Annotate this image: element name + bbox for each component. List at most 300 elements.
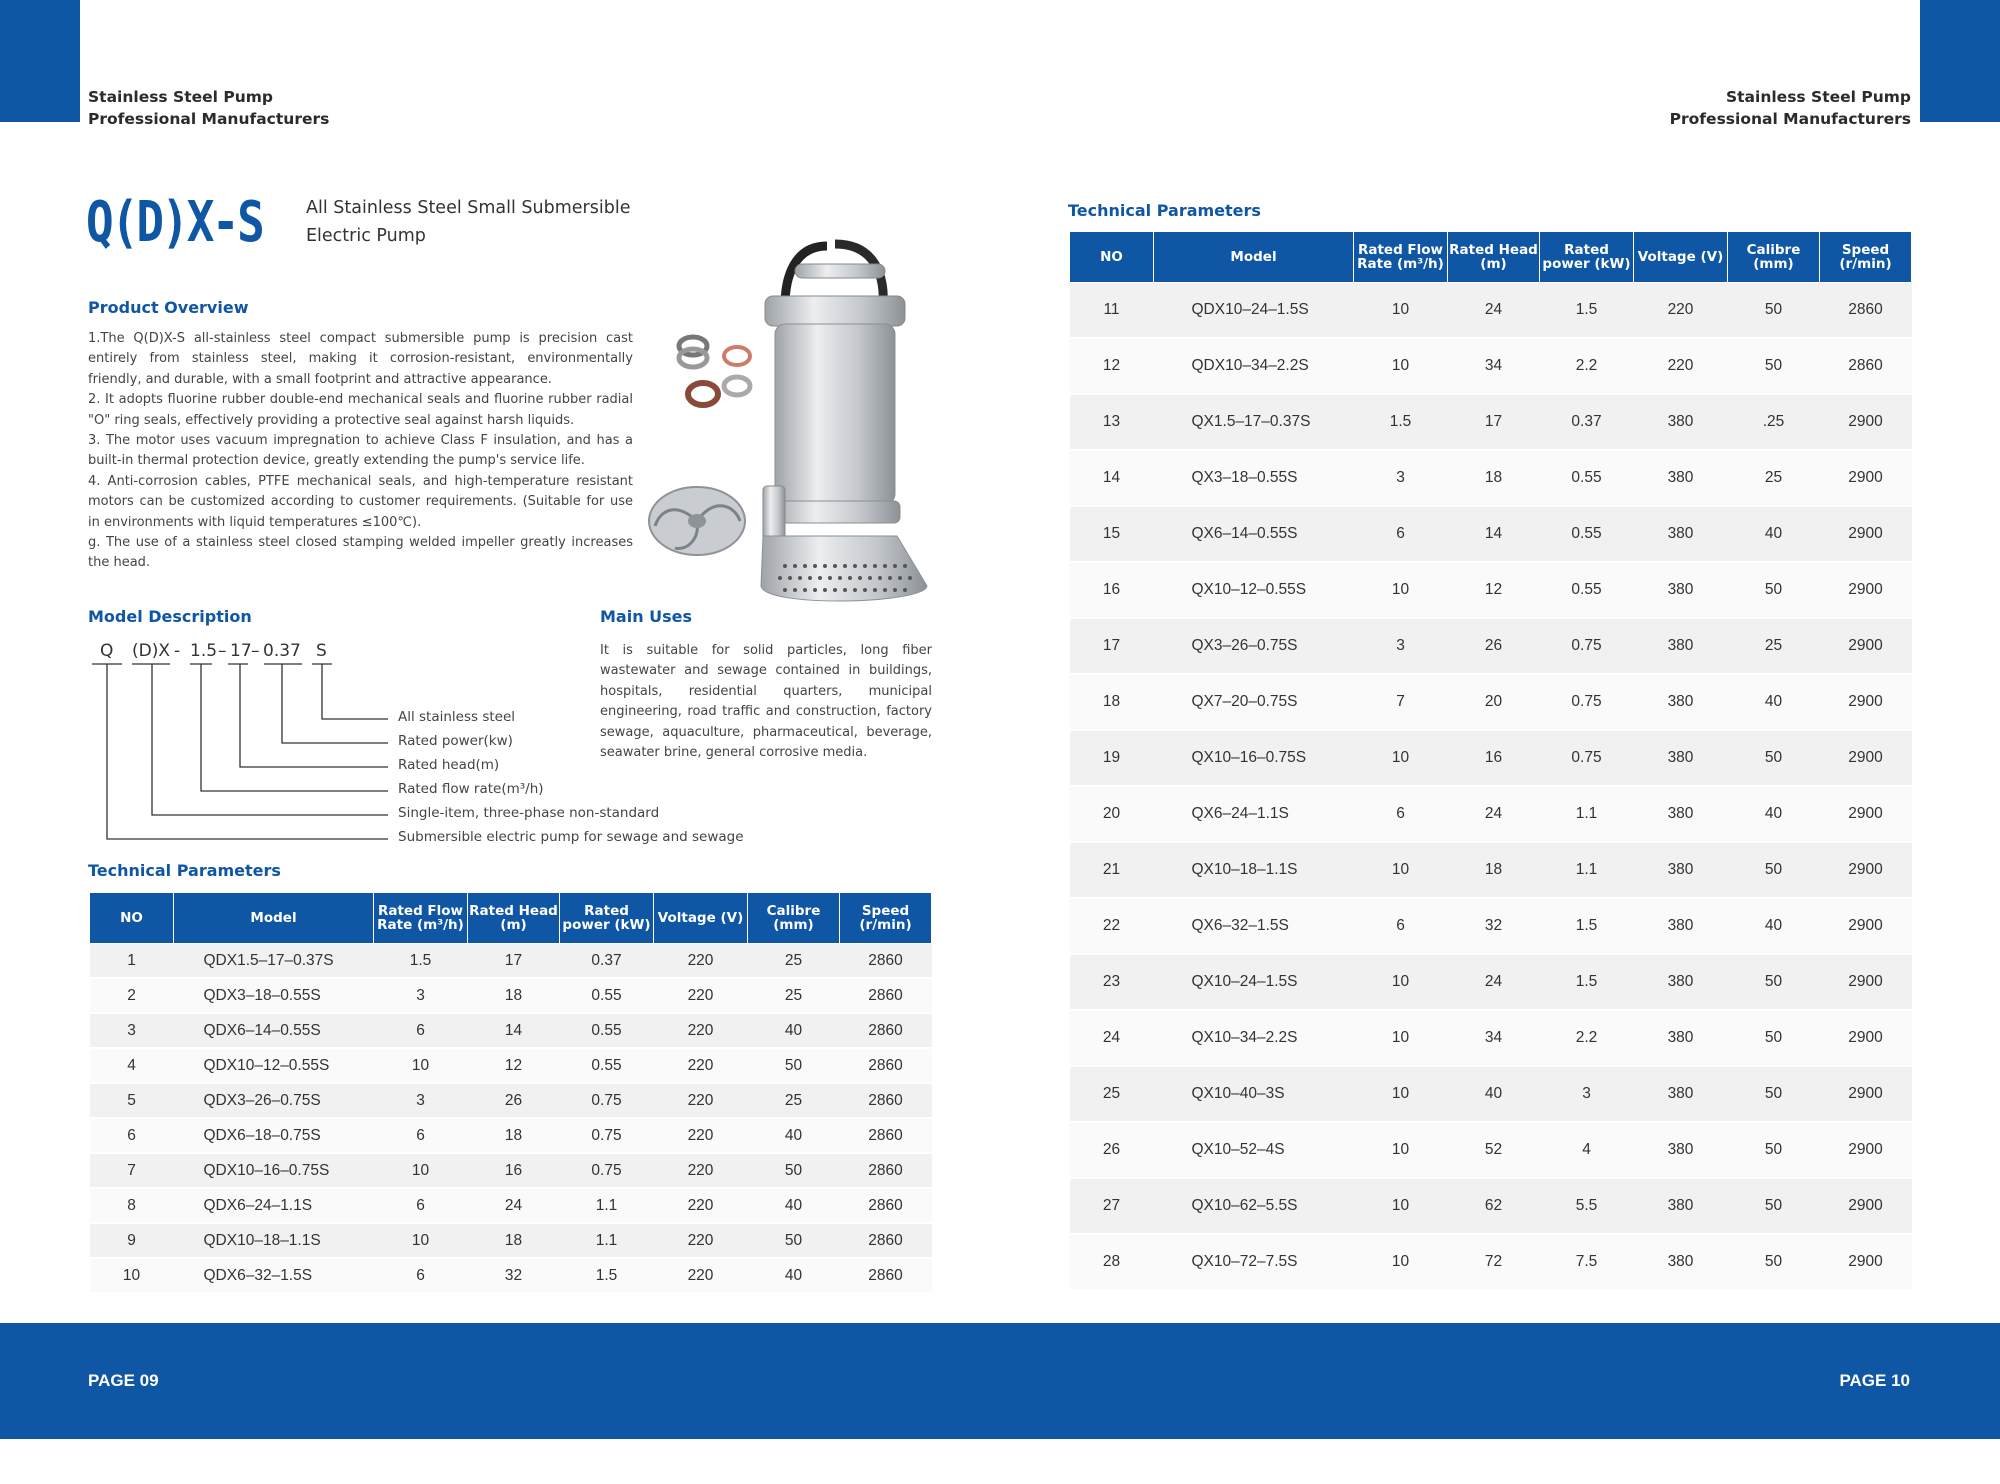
model-label: Rated head(m)	[398, 757, 500, 773]
table-cell: 20	[1448, 674, 1540, 730]
table-row	[90, 1153, 932, 1188]
table-cell: 34	[1448, 1010, 1540, 1066]
table-cell: 5	[90, 1083, 174, 1118]
footer-bar	[0, 1323, 2000, 1439]
table-row	[1070, 1234, 1912, 1290]
table-cell: QDX6–32–1.5S	[174, 1258, 374, 1293]
table-cell: QDX6–14–0.55S	[174, 1013, 374, 1048]
tech-params-heading-left: Technical Parameters	[88, 861, 281, 880]
table-cell: 0.55	[1540, 506, 1634, 562]
table-row	[90, 1223, 932, 1258]
table-cell: 220	[654, 1013, 748, 1048]
table-cell: 11	[1070, 283, 1154, 339]
table-row	[90, 1258, 932, 1293]
model-label: Rated power(kw)	[398, 733, 513, 749]
table-cell: 25	[748, 944, 840, 979]
corner-tab-right	[1920, 0, 2000, 122]
table-cell: 15	[1070, 506, 1154, 562]
page-number-right: PAGE 10	[1839, 1371, 1910, 1390]
code-part: –	[218, 641, 227, 661]
table-cell: 1.1	[1540, 786, 1634, 842]
main-uses-heading: Main Uses	[600, 607, 693, 626]
table-cell: 3	[1354, 450, 1448, 506]
table-cell: QX10–62–5.5S	[1154, 1178, 1354, 1234]
table-cell: 2.2	[1540, 338, 1634, 394]
table-cell: 2900	[1820, 842, 1912, 898]
table-cell: QX10–52–4S	[1154, 1122, 1354, 1178]
table-cell: 50	[1728, 562, 1820, 618]
table-cell: 0.55	[560, 978, 654, 1013]
table-cell: 14	[1448, 506, 1540, 562]
table-cell: 3	[90, 1013, 174, 1048]
table-row	[90, 1118, 932, 1153]
table-cell: 10	[1354, 730, 1448, 786]
table-cell: 10	[1354, 1234, 1448, 1290]
table-cell: 0.75	[560, 1153, 654, 1188]
table-row	[1070, 562, 1912, 618]
table-cell: 220	[1634, 338, 1728, 394]
subtitle-line-1: All Stainless Steel Small Submersible	[306, 198, 631, 218]
table-row	[1070, 842, 1912, 898]
code-part: -	[174, 641, 181, 661]
table-cell: 32	[468, 1258, 560, 1293]
table-cell: 7	[90, 1153, 174, 1188]
table-cell: 24	[468, 1188, 560, 1223]
table-row	[1070, 506, 1912, 562]
overview-paragraph: 4. Anti-corrosion cables, PTFE mechanical seals, and high-temperature resistant motors can be customized according to customer requirements. (Suitable for use in environments with liquid temperatures ≤100℃).	[88, 473, 633, 530]
table-cell: 50	[1728, 283, 1820, 339]
table-cell: 0.75	[560, 1083, 654, 1118]
table-cell: 1.5	[1540, 898, 1634, 954]
table-cell: 1	[90, 944, 174, 979]
product-code-title: Q(D)X-S	[86, 190, 263, 255]
table-cell: QDX10–34–2.2S	[1154, 338, 1354, 394]
table-cell: 380	[1634, 786, 1728, 842]
table-cell: 10	[1354, 283, 1448, 339]
table-cell: 50	[1728, 1122, 1820, 1178]
table-cell: 10	[1354, 842, 1448, 898]
table-cell: 1.1	[1540, 842, 1634, 898]
table-cell: 220	[654, 1258, 748, 1293]
page-number-left: PAGE 09	[88, 1371, 159, 1390]
table-cell: 72	[1448, 1234, 1540, 1290]
table-cell: 18	[468, 978, 560, 1013]
table-cell: 220	[654, 1223, 748, 1258]
model-label: Rated flow rate(m³/h)	[398, 781, 544, 797]
code-part: Q	[100, 641, 114, 661]
table-cell: 18	[468, 1223, 560, 1258]
table-cell: 380	[1634, 842, 1728, 898]
table-cell: 18	[1070, 674, 1154, 730]
table-cell: QX10–34–2.2S	[1154, 1010, 1354, 1066]
table-cell: 6	[1354, 506, 1448, 562]
table-cell: 6	[374, 1013, 468, 1048]
main-uses-text: It is suitable for solid particles, long fiber wastewater and sewage contained in buildings, hospitals, residential quarters, municipal engineering, road traffic and construction, factory sewage, aquaculture, pharmaceutical, beverage, seawater brine, general corrosive media.	[600, 643, 932, 761]
table-cell: 17	[468, 944, 560, 979]
table-cell: 10	[374, 1048, 468, 1083]
table-cell: QDX10–16–0.75S	[174, 1153, 374, 1188]
table-cell: 2900	[1820, 786, 1912, 842]
table-cell: 50	[1728, 1178, 1820, 1234]
table-cell: 2860	[840, 1223, 932, 1258]
table-cell: 380	[1634, 394, 1728, 450]
table-cell: 2900	[1820, 1234, 1912, 1290]
pump-body	[761, 244, 927, 601]
table-cell: 2860	[840, 944, 932, 979]
model-label: Single-item, three-phase non-standard	[398, 805, 660, 821]
table-cell: 220	[654, 1188, 748, 1223]
table-cell: 14	[1070, 450, 1154, 506]
table-cell: 34	[1448, 338, 1540, 394]
table-cell: 2860	[840, 1258, 932, 1293]
table-cell: 5.5	[1540, 1178, 1634, 1234]
table-cell: 0.55	[1540, 450, 1634, 506]
table-cell: 20	[1070, 786, 1154, 842]
table-cell: QDX10–12–0.55S	[174, 1048, 374, 1083]
table-cell: 17	[1070, 618, 1154, 674]
table-row	[1070, 338, 1912, 394]
table-cell: QDX6–18–0.75S	[174, 1118, 374, 1153]
table-cell: 380	[1634, 674, 1728, 730]
table-cell: 220	[654, 1153, 748, 1188]
table-cell: 0.55	[560, 1048, 654, 1083]
code-part: 0.37	[263, 641, 301, 661]
col-header-flow: Rated Flow Rate (m³/h)	[1354, 232, 1448, 283]
col-header-power: Rated power (kW)	[560, 893, 654, 944]
table-cell: 2	[90, 978, 174, 1013]
table-cell: 3	[1540, 1066, 1634, 1122]
brand-line-1: Stainless Steel Pump	[1725, 88, 1911, 106]
table-cell: QX10–40–3S	[1154, 1066, 1354, 1122]
table-cell: QDX3–18–0.55S	[174, 978, 374, 1013]
code-part: 1.5	[190, 641, 218, 661]
table-row	[90, 944, 932, 979]
table-cell: 220	[1634, 283, 1728, 339]
table-cell: 380	[1634, 1122, 1728, 1178]
table-cell: 17	[1448, 394, 1540, 450]
brand-line-2: Professional Manufacturers	[88, 110, 330, 128]
brand-header-right	[1670, 86, 1911, 130]
table-cell: 2900	[1820, 1178, 1912, 1234]
model-label: Submersible electric pump for sewage and sewage	[398, 829, 744, 845]
table-cell: 10	[1354, 338, 1448, 394]
code-part: 17	[230, 641, 252, 661]
table-cell: 16	[1448, 730, 1540, 786]
table-cell: 3	[1354, 618, 1448, 674]
table-row	[1070, 1178, 1912, 1234]
table-cell: 2900	[1820, 450, 1912, 506]
table-cell: 19	[1070, 730, 1154, 786]
table-cell: 220	[654, 978, 748, 1013]
table-row	[1070, 618, 1912, 674]
col-header-flow: Rated Flow Rate (m³/h)	[374, 893, 468, 944]
table-cell: 10	[1354, 1010, 1448, 1066]
table-cell: 22	[1070, 898, 1154, 954]
table-cell: 0.75	[1540, 618, 1634, 674]
col-header-head: Rated Head (m)	[468, 893, 560, 944]
table-cell: QX6–32–1.5S	[1154, 898, 1354, 954]
table-cell: 40	[1728, 898, 1820, 954]
table-cell: 12	[468, 1048, 560, 1083]
table-cell: 26	[1448, 618, 1540, 674]
table-cell: 6	[1354, 898, 1448, 954]
table-cell: 40	[1728, 674, 1820, 730]
table-cell: QDX10–24–1.5S	[1154, 283, 1354, 339]
table-cell: 40	[748, 1188, 840, 1223]
table-cell: 7.5	[1540, 1234, 1634, 1290]
table-header-row	[90, 893, 932, 944]
table-cell: QX10–16–0.75S	[1154, 730, 1354, 786]
col-header-model: Model	[1154, 232, 1354, 283]
col-header-head: Rated Head (m)	[1448, 232, 1540, 283]
table-cell: 12	[1070, 338, 1154, 394]
table-cell: 32	[1448, 898, 1540, 954]
code-part: S	[316, 641, 327, 661]
table-cell: 220	[654, 944, 748, 979]
overview-paragraph: g. The use of a stainless steel closed stamping welded impeller greatly increases the head.	[88, 535, 633, 571]
table-cell: QDX10–18–1.1S	[174, 1223, 374, 1258]
table-cell: 2.2	[1540, 1010, 1634, 1066]
table-row	[1070, 1010, 1912, 1066]
table-cell: 2860	[840, 1048, 932, 1083]
table-cell: 24	[1448, 786, 1540, 842]
table-cell: 25	[748, 978, 840, 1013]
table-cell: 18	[1448, 842, 1540, 898]
col-header-model: Model	[174, 893, 374, 944]
table-cell: 2900	[1820, 562, 1912, 618]
table-cell: 6	[374, 1258, 468, 1293]
table-cell: 16	[468, 1153, 560, 1188]
table-cell: QX6–14–0.55S	[1154, 506, 1354, 562]
table-cell: 21	[1070, 842, 1154, 898]
tech-params-heading-right: Technical Parameters	[1068, 201, 1261, 220]
table-row	[1070, 394, 1912, 450]
col-header-no: NO	[90, 893, 174, 944]
table-cell: 2860	[840, 1013, 932, 1048]
brand-line-1: Stainless Steel Pump	[88, 88, 274, 106]
table-cell: 2860	[840, 1083, 932, 1118]
table-cell: 26	[1070, 1122, 1154, 1178]
table-cell: 2860	[840, 978, 932, 1013]
table-row	[1070, 450, 1912, 506]
table-cell: 25	[1728, 450, 1820, 506]
table-cell: 27	[1070, 1178, 1154, 1234]
table-cell: 50	[1728, 954, 1820, 1010]
table-cell: QX10–12–0.55S	[1154, 562, 1354, 618]
table-cell: 380	[1634, 730, 1728, 786]
table-cell: QDX1.5–17–0.37S	[174, 944, 374, 979]
table-row	[90, 1048, 932, 1083]
model-description-diagram	[0, 0, 420, 860]
col-header-voltage: Voltage (V)	[1634, 232, 1728, 283]
brand-line-2: Professional Manufacturers	[1669, 110, 1911, 128]
table-cell: 1.5	[374, 944, 468, 979]
table-cell: 18	[468, 1118, 560, 1153]
table-cell: 13	[1070, 394, 1154, 450]
table-cell: 9	[90, 1223, 174, 1258]
table-cell: 50	[1728, 1010, 1820, 1066]
table-cell: 10	[1354, 1066, 1448, 1122]
table-cell: 50	[748, 1153, 840, 1188]
table-cell: 40	[748, 1118, 840, 1153]
table-cell: 1.1	[560, 1188, 654, 1223]
table-cell: 6	[90, 1118, 174, 1153]
table-cell: 50	[748, 1223, 840, 1258]
table-cell: 40	[748, 1258, 840, 1293]
table-cell: 24	[1448, 954, 1540, 1010]
col-header-calibre: Calibre (mm)	[748, 893, 840, 944]
table-cell: 380	[1634, 562, 1728, 618]
table-header-row	[1070, 232, 1912, 283]
table-cell: 62	[1448, 1178, 1540, 1234]
table-cell: 2860	[840, 1118, 932, 1153]
table-cell: 220	[654, 1048, 748, 1083]
col-header-speed: Speed (r/min)	[840, 893, 932, 944]
model-description-heading: Model Description	[88, 607, 252, 626]
table-row	[90, 1188, 932, 1223]
table-cell: 10	[1354, 1178, 1448, 1234]
table-cell: 4	[1540, 1122, 1634, 1178]
col-header-no: NO	[1070, 232, 1154, 283]
table-cell: 50	[1728, 730, 1820, 786]
table-cell: 380	[1634, 898, 1728, 954]
table-row	[1070, 283, 1912, 339]
table-cell: 40	[748, 1013, 840, 1048]
table-cell: 0.37	[560, 944, 654, 979]
table-cell: QX10–18–1.1S	[1154, 842, 1354, 898]
table-cell: 25	[1070, 1066, 1154, 1122]
overview-heading: Product Overview	[88, 298, 249, 317]
table-cell: 10	[1354, 562, 1448, 618]
table-cell: 6	[1354, 786, 1448, 842]
table-cell: 14	[468, 1013, 560, 1048]
table-cell: 40	[1728, 506, 1820, 562]
col-header-speed: Speed (r/min)	[1820, 232, 1912, 283]
table-row	[1070, 786, 1912, 842]
table-cell: 2900	[1820, 506, 1912, 562]
table-cell: 2860	[840, 1188, 932, 1223]
table-cell: QDX6–24–1.1S	[174, 1188, 374, 1223]
table-row	[1070, 730, 1912, 786]
table-cell: 0.75	[1540, 674, 1634, 730]
col-header-calibre: Calibre (mm)	[1728, 232, 1820, 283]
table-cell: 380	[1634, 1178, 1728, 1234]
table-cell: 2900	[1820, 618, 1912, 674]
table-cell: 7	[1354, 674, 1448, 730]
table-cell: 2900	[1820, 674, 1912, 730]
overview-paragraph: 1.The Q(D)X-S all-stainless steel compact submersible pump is precision cast entirely from stainless steel, making it corrosion-resistant, environmentally friendly, and durable, with a small footprint and attractive appearance.	[88, 331, 633, 387]
table-row	[90, 1013, 932, 1048]
table-cell: 2900	[1820, 898, 1912, 954]
table-cell: 4	[90, 1048, 174, 1083]
table-cell: 380	[1634, 618, 1728, 674]
table-cell: QX3–26–0.75S	[1154, 618, 1354, 674]
table-row	[1070, 898, 1912, 954]
table-cell: 12	[1448, 562, 1540, 618]
table-cell: 10	[374, 1153, 468, 1188]
table-cell: 2900	[1820, 1010, 1912, 1066]
table-cell: 380	[1634, 1234, 1728, 1290]
table-cell: 23	[1070, 954, 1154, 1010]
table-cell: 1.5	[560, 1258, 654, 1293]
table-cell: 0.75	[560, 1118, 654, 1153]
table-cell: 24	[1448, 283, 1540, 339]
table-cell: 380	[1634, 1066, 1728, 1122]
col-header-voltage: Voltage (V)	[654, 893, 748, 944]
table-cell: 28	[1070, 1234, 1154, 1290]
table-cell: 2860	[1820, 338, 1912, 394]
overview-paragraph: 2. It adopts fluorine rubber double-end mechanical seals and fluorine rubber radial "O" ring seals, effectively providing a protective seal against harsh liquids.	[88, 392, 633, 428]
table-cell: 2860	[840, 1153, 932, 1188]
table-cell: 2900	[1820, 1122, 1912, 1178]
subtitle-line-2: Electric Pump	[306, 226, 426, 246]
table-cell: 50	[748, 1048, 840, 1083]
table-cell: 8	[90, 1188, 174, 1223]
table-cell: 40	[1728, 786, 1820, 842]
table-cell: 10	[374, 1223, 468, 1258]
table-cell: QX10–72–7.5S	[1154, 1234, 1354, 1290]
code-part: (D)X	[132, 641, 171, 661]
table-cell: 3	[374, 978, 468, 1013]
table-row	[1070, 1066, 1912, 1122]
table-cell: 1.1	[560, 1223, 654, 1258]
col-header-power: Rated power (kW)	[1540, 232, 1634, 283]
table-row	[90, 978, 932, 1013]
table-row	[90, 1083, 932, 1118]
table-cell: 16	[1070, 562, 1154, 618]
table-cell: 6	[374, 1188, 468, 1223]
table-cell: 26	[468, 1083, 560, 1118]
table-cell: 220	[654, 1118, 748, 1153]
table-cell: QX3–18–0.55S	[1154, 450, 1354, 506]
table-cell: QX1.5–17–0.37S	[1154, 394, 1354, 450]
table-cell: QDX3–26–0.75S	[174, 1083, 374, 1118]
table-row	[1070, 1122, 1912, 1178]
table-cell: 18	[1448, 450, 1540, 506]
model-label: All stainless steel	[398, 709, 516, 725]
table-cell: 2900	[1820, 730, 1912, 786]
table-cell: QX10–24–1.5S	[1154, 954, 1354, 1010]
table-cell: 50	[1728, 1066, 1820, 1122]
table-cell: 50	[1728, 842, 1820, 898]
mechanical-seal-parts	[679, 337, 750, 405]
table-cell: 380	[1634, 450, 1728, 506]
table-cell: 0.37	[1540, 394, 1634, 450]
table-cell: 3	[374, 1083, 468, 1118]
table-cell: .25	[1728, 394, 1820, 450]
table-cell: 1.5	[1540, 954, 1634, 1010]
overview-paragraph: 3. The motor uses vacuum impregnation to achieve Class F insulation, and has a built-in thermal protection device, greatly extending the pump's service life.	[88, 433, 633, 469]
table-cell: 40	[1448, 1066, 1540, 1122]
table-cell: 6	[374, 1118, 468, 1153]
table-cell: 10	[1354, 1122, 1448, 1178]
table-cell: 1.5	[1354, 394, 1448, 450]
table-cell: 50	[1728, 1234, 1820, 1290]
table-cell: 2900	[1820, 1066, 1912, 1122]
table-cell: 0.55	[560, 1013, 654, 1048]
table-cell: 220	[654, 1083, 748, 1118]
pump-product-image	[645, 236, 935, 611]
tech-params-table-right	[1069, 231, 1912, 1291]
table-cell: 0.75	[1540, 730, 1634, 786]
table-cell: QX6–24–1.1S	[1154, 786, 1354, 842]
table-cell: 10	[90, 1258, 174, 1293]
table-cell: 24	[1070, 1010, 1154, 1066]
tech-params-table-left	[89, 892, 932, 1294]
table-cell: 380	[1634, 506, 1728, 562]
table-cell: 0.55	[1540, 562, 1634, 618]
table-cell: 1.5	[1540, 283, 1634, 339]
